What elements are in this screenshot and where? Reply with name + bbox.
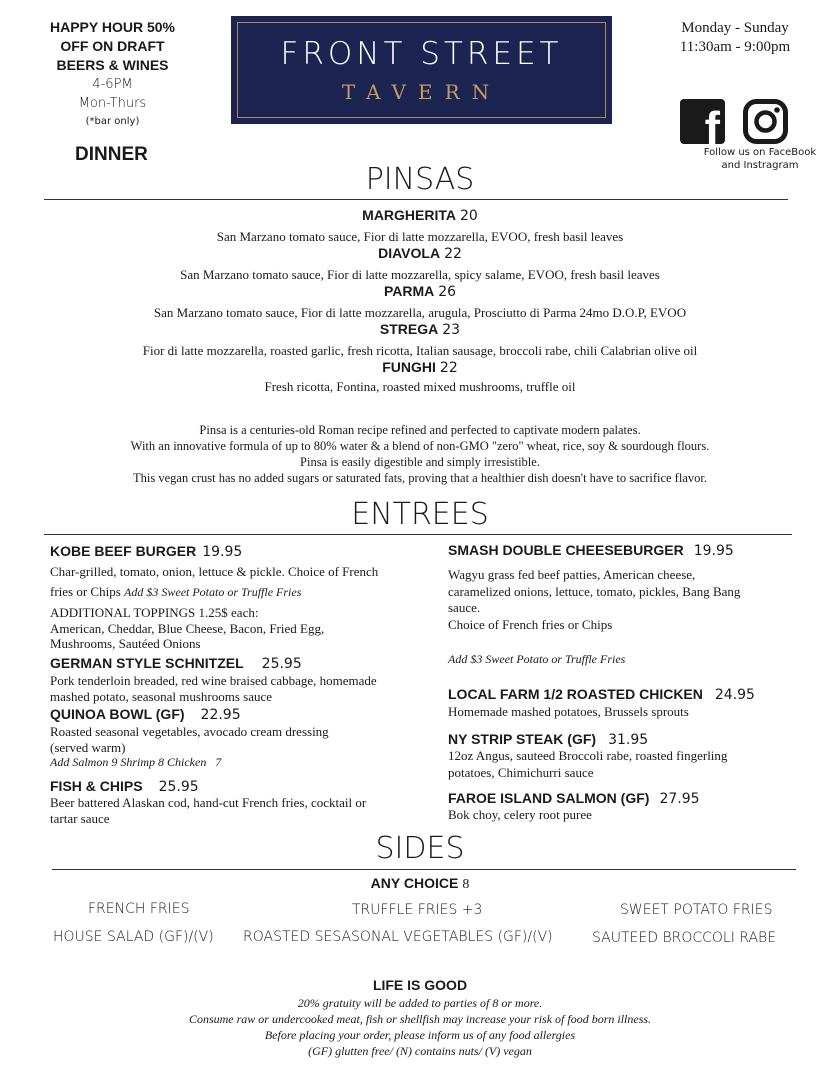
follow-line: Follow us on FaceBook: [703, 147, 817, 158]
pinsa-intro: [0, 422, 840, 486]
divider: [52, 869, 796, 870]
pinsa-desc: San Marzano tomato sauce, Fior di latte mozzarella, arugula, Prosciutto di Parma 24mo D.O.P, EVOO: [153, 305, 687, 320]
entree-toppings: [50, 605, 430, 652]
happy-hour-line: BEERS & WINES: [56, 57, 169, 73]
entree-desc: [448, 807, 798, 824]
footer-line: 20% gratuity will be added to parties of 8 or more.: [297, 996, 543, 1010]
side-item: SAUTEED BROCCOLI RABE: [592, 930, 777, 946]
entree-price: 31.95: [608, 732, 649, 748]
entree-price: 24.95: [714, 687, 755, 703]
entree-name: FAROE ISLAND SALMON (GF): [448, 790, 650, 806]
desc-line: potatoes, Chimichurri sauce: [448, 764, 594, 780]
pinsa-name: FUNGHI: [382, 359, 436, 375]
entree-desc: [448, 567, 798, 633]
desc-line: ADDITIONAL TOPPINGS 1.25$ each:: [50, 605, 259, 620]
side-item: ROASTED SESASONAL VEGETABLES (GF)/(V): [243, 929, 553, 945]
pinsa-name: DIAVOLA: [378, 245, 441, 261]
desc-line: Choice of French fries or Chips: [448, 616, 613, 632]
desc-line: Bok choy, celery root puree: [448, 807, 592, 822]
entree-item: [448, 686, 755, 703]
entree-item: [50, 543, 242, 560]
pinsa-price: 26: [438, 284, 457, 300]
logo-line-1: FRONT STREET: [280, 36, 563, 72]
intro-line: Pinsa is easily digestible and simply irresistible.: [300, 455, 540, 469]
desc-line: 12oz Angus, sauteed Broccoli rabe, roasted fingerling: [448, 748, 728, 763]
pinsa-desc: San Marzano tomato sauce, Fior di latte mozzarella, EVOO, fresh basil leaves: [216, 229, 624, 244]
side-item: TRUFFLE FRIES +3: [352, 902, 483, 918]
pinsa-price: 22: [444, 246, 462, 262]
divider: [44, 534, 792, 535]
pinsa-item: [0, 321, 840, 339]
follow-line: and Instragram: [721, 160, 799, 171]
entree-price: 25.95: [158, 779, 199, 795]
entree-name: FISH & CHIPS: [50, 778, 143, 794]
entree-name: GERMAN STYLE SCHNITZEL: [50, 655, 244, 671]
entree-item: [448, 542, 734, 559]
pinsa-price: 22: [439, 360, 458, 376]
facebook-icon[interactable]: f: [680, 99, 725, 144]
entree-desc: [50, 673, 440, 704]
entree-desc: [50, 724, 430, 771]
entree-price: 27.95: [659, 791, 700, 807]
desc-line: mashed potato, seasonal mushrooms sauce: [50, 688, 273, 704]
desc-line: Mushrooms, Sautéed Onions: [50, 636, 201, 651]
entree-name: SMASH DOUBLE CHEESEBURGER: [448, 542, 684, 558]
entree-desc: [448, 704, 798, 721]
desc-line: caramelized onions, lettuce, tomato, pickles, Bang Bang: [448, 583, 741, 599]
logo-line-2: TAVERN: [341, 80, 502, 104]
entree-price: 19.95: [202, 544, 243, 560]
logo: [231, 16, 612, 124]
entree-price: 19.95: [693, 543, 734, 559]
pinsa-desc: Fresh ricotta, Fontina, roasted mixed mushrooms, truffle oil: [264, 379, 576, 394]
footer-title: [0, 977, 840, 995]
desc-line: [50, 584, 430, 601]
entree-note: Add $3 Sweet Potato or Truffle Fries: [448, 652, 626, 666]
happy-hour-block: [30, 18, 195, 131]
desc-line: Roasted seasonal vegetables, avocado cream dressing: [50, 724, 329, 739]
desc-line: Wagyu grass fed beef patties, American cheese,: [448, 567, 696, 582]
desc-note: Add Salmon 9 Shrimp 8 Chicken 7: [50, 755, 222, 769]
desc-text: fries or Chips: [50, 583, 121, 599]
happy-hour-line: HAPPY HOUR 50%: [49, 19, 175, 35]
sides-any-choice: [0, 875, 840, 893]
hours-time: 11:30am - 9:00pm: [679, 39, 791, 55]
desc-line: Beer battered Alaskan cod, hand-cut French fries, cocktail or: [50, 795, 367, 810]
pinsa-price: 20: [460, 208, 478, 224]
pinsa-price: 23: [442, 322, 461, 338]
pinsa-desc: San Marzano tomato sauce, Fior di latte mozzarella, spicy salame, EVOO, fresh basil leaves: [180, 267, 660, 282]
pinsa-name: PARMA: [383, 283, 435, 299]
opening-hours: [660, 19, 810, 57]
entree-item: [50, 655, 302, 672]
footer-notes: [0, 995, 840, 1059]
section-title-pinsas: PINSAS: [365, 162, 475, 197]
entree-name: LOCAL FARM 1/2 ROASTED CHICKEN: [448, 686, 703, 702]
footer-line: Consume raw or undercooked meat, fish or shellfish may increase your risk of food born illness.: [188, 1012, 652, 1026]
desc-line: sauce.: [448, 600, 481, 615]
desc-line: Char-grilled, tomato, onion, lettuce & pickle. Choice of French: [50, 564, 379, 579]
happy-hour-note: (*bar only): [85, 116, 140, 127]
menu-type-heading: DINNER: [75, 144, 148, 165]
instagram-icon[interactable]: [743, 99, 788, 144]
entree-name: QUINOA BOWL (GF): [50, 706, 185, 722]
entree-price: 25.95: [261, 656, 302, 672]
pinsa-name: MARGHERITA: [362, 207, 456, 223]
intro-line: Pinsa is a centuries-old Roman recipe refined and perfected to captivate modern palates.: [199, 423, 641, 437]
happy-hour-days: Mon-Thurs: [78, 96, 147, 111]
entree-name: KOBE BEEF BURGER: [50, 543, 197, 559]
desc-line: Pork tenderloin breaded, red wine braised cabbage, homemade: [50, 673, 377, 688]
entree-desc: [50, 795, 430, 826]
desc-line: (served warm): [50, 739, 126, 755]
side-item: HOUSE SALAD (GF)/(V): [53, 929, 214, 945]
any-choice-price: 8: [462, 877, 470, 892]
entree-item: [448, 790, 700, 807]
side-item: SWEET POTATO FRIES: [620, 902, 773, 918]
entree-item: [50, 778, 199, 795]
pinsa-desc: Fior di latte mozzarella, roasted garlic, fresh ricotta, Italian sausage, broccoli rabe, chili Calabrian olive oil: [142, 343, 698, 358]
pinsa-item: [0, 283, 840, 301]
side-item: FRENCH FRIES: [88, 901, 190, 917]
entree-price: 22.95: [200, 707, 241, 723]
any-choice-label: ANY CHOICE: [370, 875, 459, 891]
footer-line: (GF) glutten free/ (N) contains nuts/ (V) vegan: [308, 1044, 532, 1058]
desc-line: tartar sauce: [50, 810, 110, 826]
entree-desc: [50, 564, 430, 600]
footer-heading: LIFE IS GOOD: [372, 977, 468, 993]
desc-line: American, Cheddar, Blue Cheese, Bacon, Fried Egg,: [50, 620, 325, 636]
pinsa-name: STREGA: [379, 321, 439, 337]
desc-note: Add $3 Sweet Potato or Truffle Fries: [124, 584, 302, 599]
entree-desc: [448, 748, 798, 781]
intro-line: With an innovative formula of up to 80% water & a blend of non-GMO "zero" wheat, rice, soy & sourdough flours.: [130, 439, 710, 453]
desc-line: Homemade mashed potatoes, Brussels sprouts: [448, 704, 689, 719]
section-title-sides: SIDES: [375, 831, 465, 866]
footer-line: Before placing your order, please inform us of any food allergies: [264, 1028, 576, 1042]
entree-item: [448, 731, 648, 748]
pinsa-item: [0, 245, 840, 263]
happy-hour-time: 4-6PM: [92, 77, 133, 92]
pinsa-item: [0, 359, 840, 377]
entree-name: NY STRIP STEAK (GF): [448, 731, 597, 747]
section-title-entrees: ENTREES: [351, 497, 489, 532]
intro-line: This vegan crust has no added sugars or saturated fats, proving that a healthier dish doesn't have to sacrifice flavor.: [133, 471, 707, 485]
divider: [44, 199, 788, 200]
pinsa-item: [0, 207, 840, 225]
happy-hour-line: OFF ON DRAFT: [60, 38, 165, 54]
entree-item: [50, 706, 241, 723]
hours-days: Monday - Sunday: [681, 20, 789, 36]
